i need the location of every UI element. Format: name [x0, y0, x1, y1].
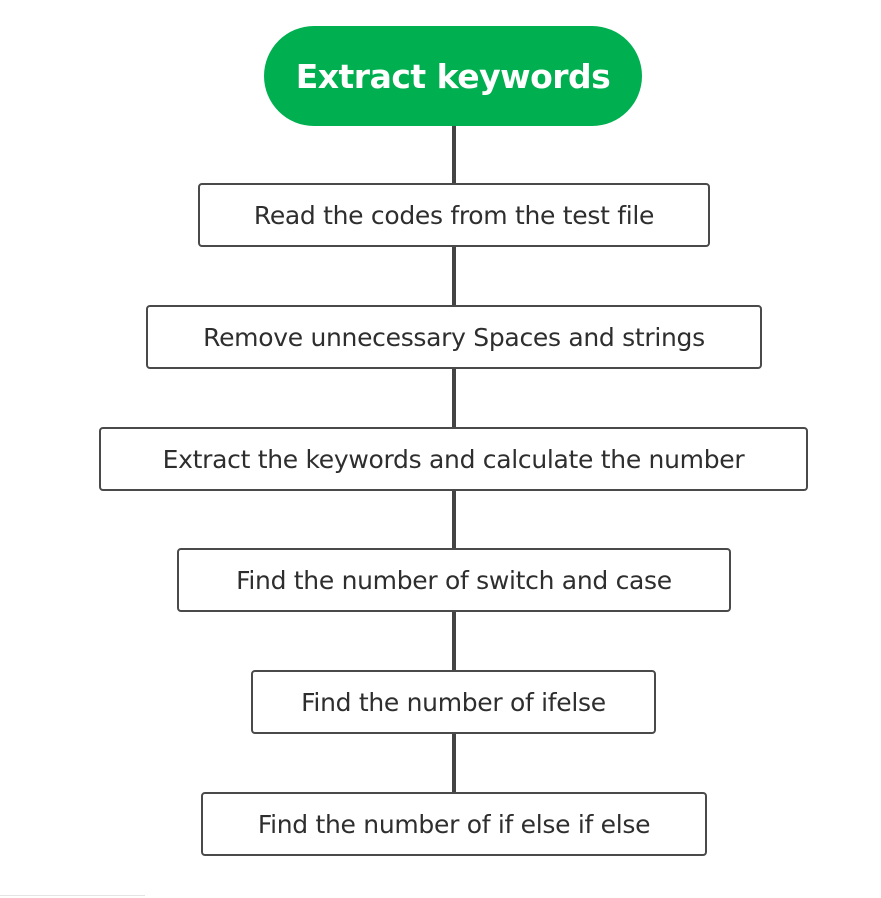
connector-step2-step3 [452, 368, 456, 428]
step-node-1[interactable] [198, 183, 710, 247]
connector-step5-step6 [452, 733, 456, 793]
step-node-label: Find the number of if else if else [257, 809, 651, 839]
step-node-6[interactable] [201, 792, 707, 856]
step-node-label: Extract the keywords and calculate the number [162, 444, 745, 474]
connector-step4-step5 [452, 611, 456, 671]
step-node-5[interactable] [251, 670, 656, 734]
step-node-label: Find the number of switch and case [236, 565, 672, 595]
step-node-3[interactable] [99, 427, 808, 491]
step-node-label: Find the number of ifelse [301, 687, 606, 717]
step-node-label: Remove unnecessary Spaces and strings [203, 322, 705, 352]
step-node-4[interactable] [177, 548, 731, 612]
bottom-divider [0, 895, 145, 896]
connector-root-step1 [452, 126, 456, 184]
root-node-label: Extract keywords [295, 56, 611, 96]
root-node[interactable] [264, 26, 642, 126]
connector-step1-step2 [452, 246, 456, 306]
step-node-label: Read the codes from the test file [253, 200, 655, 230]
step-node-2[interactable] [146, 305, 762, 369]
connector-step3-step4 [452, 490, 456, 549]
